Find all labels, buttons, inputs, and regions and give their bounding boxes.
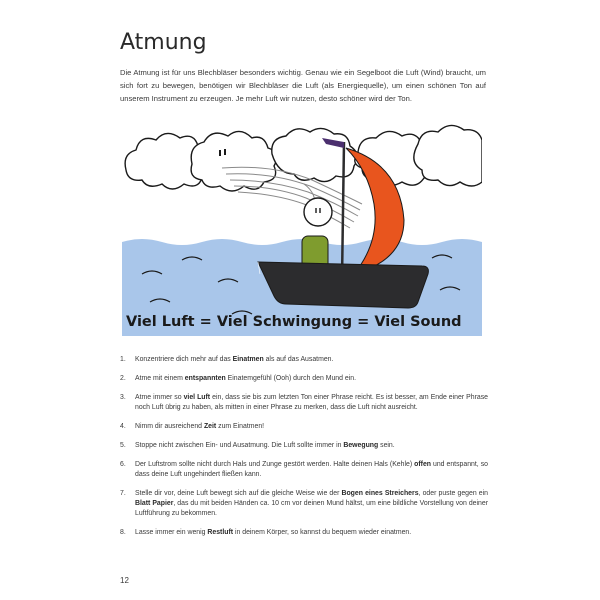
- emphasis-text: Zeit: [203, 423, 217, 430]
- list-item-text: Nimm dir ausreichend: [135, 423, 204, 430]
- list-item-text: Konzentriere dich mehr auf das: [135, 356, 233, 363]
- list-item: [120, 355, 488, 365]
- emphasis-text: Bogen eines Streichers: [341, 490, 419, 497]
- list-item-text: Einatemgefühl (Ooh) durch den Mund ein.: [225, 375, 356, 382]
- list-item-number: 4.: [120, 423, 126, 430]
- list-item-text: zum Einatmen!: [216, 423, 265, 430]
- emphasis-text: viel Luft: [183, 394, 211, 401]
- list-item-text: Lasse immer ein wenig: [135, 529, 208, 536]
- list-item-number: 5.: [120, 442, 126, 449]
- page-number: 12: [120, 576, 129, 585]
- list-item-number: 8.: [120, 529, 126, 536]
- list-item-text: Atme mit einem: [135, 375, 185, 382]
- emphasis-text: offen: [414, 461, 431, 468]
- list-item: [120, 441, 488, 451]
- list-item: [120, 489, 488, 519]
- list-item-number: 6.: [120, 461, 126, 468]
- list-item-number: 2.: [120, 375, 126, 382]
- breathing-steps-list: [120, 355, 488, 547]
- list-item: [120, 374, 488, 384]
- list-item-text: Stoppe nicht zwischen Ein- und Ausatmung. Die Luft sollte immer in: [135, 442, 344, 449]
- list-item-text: und entspannt, so dass deine Luft ungehindert fließen kann.: [135, 461, 488, 478]
- intro-paragraph: Die Atmung ist für uns Blechbläser besonders wichtig. Genau wie ein Segelboot die Luft (Wind) braucht, um sich fort zu bewegen, benötigen wir Blechbläser die Luft (als Energiequelle), um einen schönen Ton auf unserem Instrument zu erzeugen. Je mehr Luft wir nutzen, desto schöner wird der Ton.: [120, 68, 486, 103]
- emphasis-text: Restluft: [207, 529, 234, 536]
- emphasis-text: Blatt Papier: [135, 500, 174, 507]
- list-item: [120, 460, 488, 480]
- list-item-text: ein, dass sie bis zum letzten Ton einer Phrase reicht. Es ist besser, am Ende einer Phrase noch Luft übrig zu haben, als mitten in einer Phrase zu merken, dass die Luft nicht ausreicht.: [135, 394, 488, 411]
- list-item-text: Stelle dir vor, deine Luft bewegt sich auf die gleiche Weise wie der: [135, 490, 342, 497]
- list-item-text: , oder puste gegen ein: [418, 490, 488, 497]
- list-item-text: als auf das Ausatmen.: [263, 356, 334, 363]
- list-item: [120, 422, 488, 432]
- list-item-text: , das du mit beiden Händen ca. 10 cm vor deinen Mund hältst, um eine bildliche Vorstellung von deiner Luftführung zu bekommen.: [135, 500, 488, 517]
- list-item: [120, 528, 488, 538]
- list-item-number: 7.: [120, 490, 126, 497]
- list-item-text: sein.: [378, 442, 395, 449]
- page-title: Atmung: [120, 30, 207, 55]
- list-item-text: in deinem Körper, so kannst du bequem wieder einatmen.: [233, 529, 412, 536]
- sailboat-illustration: [122, 124, 482, 336]
- list-item-number: 1.: [120, 356, 126, 363]
- boat-hull: [258, 262, 428, 308]
- list-item-text: Atme immer so: [135, 394, 184, 401]
- illustration-caption: Viel Luft = Viel Schwingung = Viel Sound: [126, 314, 462, 330]
- emphasis-text: Bewegung: [343, 442, 379, 449]
- emphasis-text: Einatmen: [232, 356, 264, 363]
- list-item: [120, 393, 488, 413]
- cloud-icon: [414, 125, 482, 186]
- emphasis-text: entspannten: [184, 375, 226, 382]
- list-item-number: 3.: [120, 394, 126, 401]
- list-item-text: Der Luftstrom sollte nicht durch Hals und Zunge gestört werden. Halte deinen Hals (Kehle): [135, 461, 415, 468]
